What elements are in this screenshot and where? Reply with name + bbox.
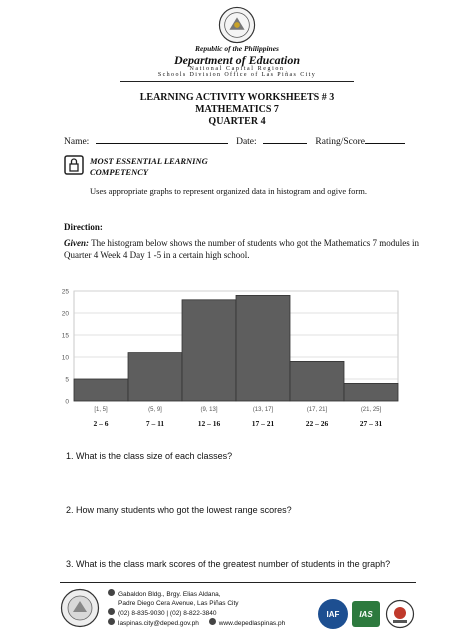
histogram-bar — [182, 300, 236, 401]
quarter-title: QUARTER 4 — [208, 116, 266, 127]
class-interval-label: 7 – 11 — [145, 419, 165, 428]
rating-label: Rating/Score — [315, 137, 366, 147]
x-tick-label: (9, 13] — [200, 407, 218, 413]
y-tick-label: 0 — [65, 398, 69, 406]
iaf-logo: IAF — [318, 599, 348, 629]
web-icon — [209, 618, 216, 625]
worksheet-title: LEARNING ACTIVITY WORKSHEETS # 3 — [139, 92, 335, 103]
class-interval-label: 17 – 21 — [251, 419, 275, 428]
student-info-row — [64, 134, 405, 147]
x-tick-label: (17, 21] — [306, 407, 328, 413]
date-label: Date: — [236, 137, 257, 147]
histogram-chart — [52, 285, 412, 435]
histogram-bar — [128, 353, 182, 401]
histogram-bar — [236, 295, 290, 401]
lock-icon — [64, 155, 84, 175]
footer-address — [108, 589, 285, 628]
x-tick-label: (21, 25] — [360, 407, 382, 413]
y-tick-label: 10 — [61, 354, 69, 362]
region-heading: National Capital Region — [189, 66, 285, 72]
x-tick-label: (13, 17] — [252, 407, 274, 413]
address-line-2: Padre Diego Cera Avenue, Las Piñas City — [118, 600, 239, 607]
iso-certification-icon — [385, 599, 415, 629]
phone-line: (02) 8-835-9030 | (02) 8-822-3840 — [108, 608, 285, 618]
given-paragraph — [64, 237, 424, 261]
competency-text: Uses appropriate graphs to represent organized data in histogram and ogive form. — [90, 186, 367, 196]
class-interval-label: 2 – 6 — [93, 419, 109, 428]
division-heading: Schools Division Office of Las Piñas City — [157, 72, 317, 78]
question-2: 2. How many students who got the lowest range scores? — [66, 505, 292, 515]
rating-field[interactable] — [365, 134, 405, 144]
y-tick-label: 15 — [61, 332, 69, 340]
x-tick-label: [1, 5] — [94, 407, 108, 413]
competency-heading-line2: COMPETENCY — [90, 167, 149, 177]
y-tick-label: 20 — [61, 310, 69, 318]
ias-logo: IAS — [352, 601, 380, 627]
department-heading: Department of Education — [173, 53, 300, 67]
question-1: 1. What is the class size of each classes? — [66, 451, 233, 461]
y-tick-label: 25 — [61, 288, 69, 296]
histogram-bar — [74, 379, 128, 401]
email-line: laspinas.city@deped.gov.ph www.depedlaspinas.ph — [108, 618, 285, 628]
question-3: 3. What is the class mark scores of the greatest number of students in the graph? — [66, 559, 391, 569]
histogram-bar — [290, 361, 344, 401]
class-interval-label: 12 – 16 — [197, 419, 221, 428]
phone-icon — [108, 608, 115, 615]
name-label: Name: — [64, 137, 90, 147]
x-tick-label: (5, 9] — [148, 407, 162, 413]
address-line-1: Gabaldon Bldg., Brgy. Elias Aldana, — [108, 589, 285, 599]
header-divider — [120, 81, 354, 82]
date-field[interactable] — [263, 134, 307, 144]
class-interval-label: 22 – 26 — [305, 419, 329, 428]
histogram-bar — [344, 383, 398, 401]
email-icon — [108, 618, 115, 625]
competency-heading-line1: MOST ESSENTIAL LEARNING — [90, 156, 208, 166]
location-icon — [108, 589, 115, 596]
given-label: Given: — [64, 238, 89, 248]
direction-label: Direction: — [64, 222, 103, 232]
website-link[interactable]: www.depedlaspinas.ph — [218, 620, 286, 627]
republic-heading: Republic of the Philippines — [195, 44, 279, 53]
given-text: The histogram below shows the number of students who got the Mathematics 7 modules in Quarter 4 Week 4 Day 1 -5 in a certain high school. — [64, 238, 420, 260]
deped-seal-icon — [218, 6, 256, 44]
class-interval-label: 27 – 31 — [359, 419, 383, 428]
division-seal-icon — [60, 588, 100, 628]
y-tick-label: 5 — [65, 376, 69, 384]
footer-divider — [60, 582, 416, 583]
subject-title: MATHEMATICS 7 — [195, 104, 279, 115]
name-field[interactable] — [96, 134, 228, 144]
competency-heading — [90, 156, 208, 178]
